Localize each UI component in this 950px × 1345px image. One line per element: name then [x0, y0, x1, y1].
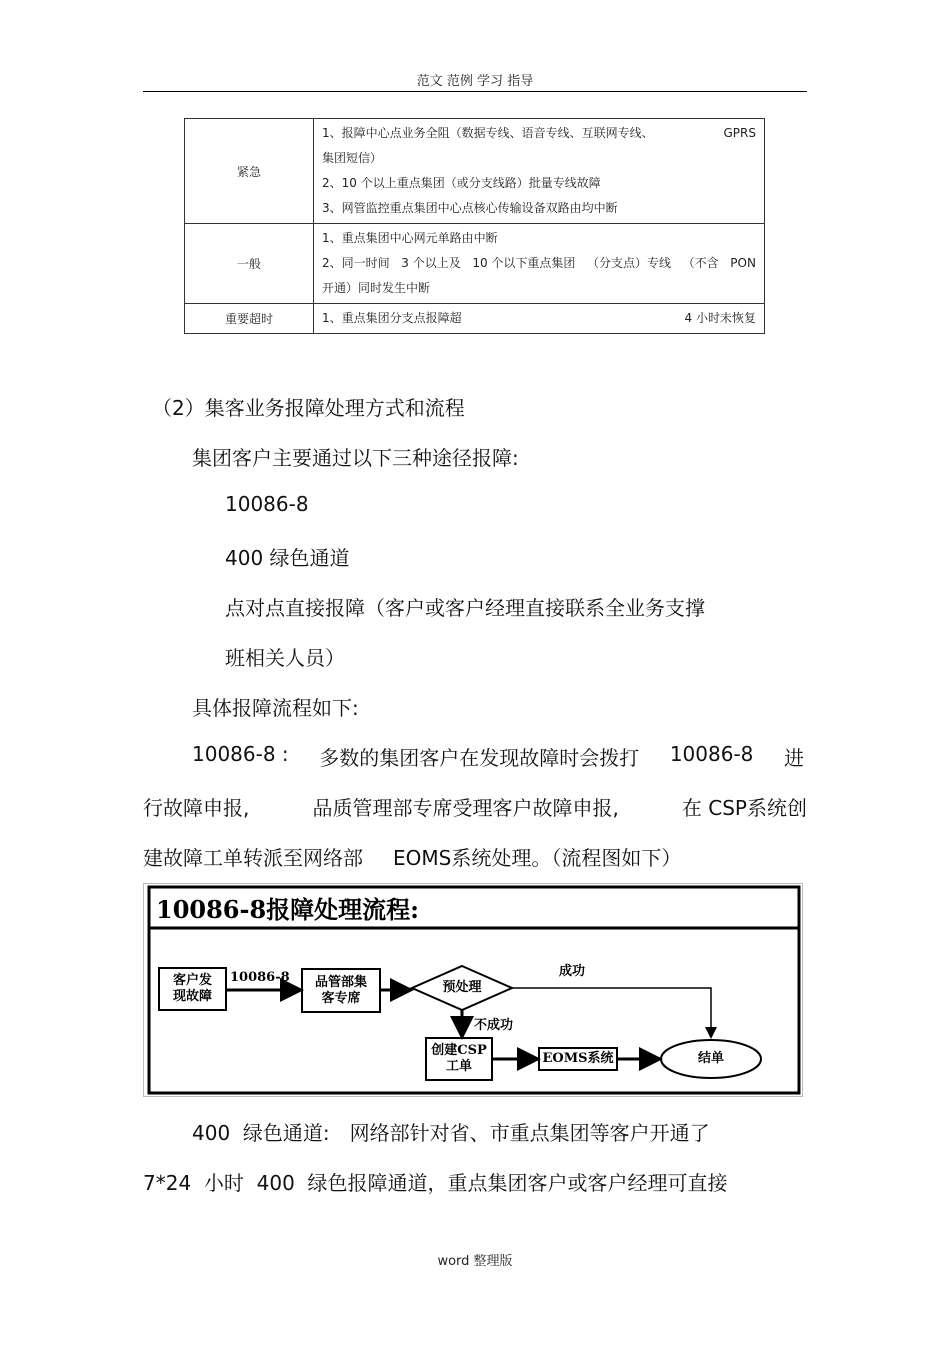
edge-label-call: 10086-8 [230, 970, 290, 985]
flow-intro: 具体报障流程如下: [192, 696, 359, 720]
fault-level-table [184, 118, 765, 334]
para1-line [192, 742, 804, 771]
description-line [322, 306, 756, 331]
text-span: 品质管理部专席受理客户故障申报, [312, 796, 619, 820]
description-line [322, 276, 756, 301]
text-span: PON [730, 256, 756, 270]
description-line [322, 146, 756, 171]
header-divider [143, 91, 807, 92]
text-span: 4 小时未恢复 [684, 311, 756, 325]
description-line [322, 121, 756, 146]
text-span: 3 个以上及 [401, 256, 461, 270]
flowchart-figure [143, 883, 803, 1097]
text-span: （不含 [682, 256, 719, 270]
node-preprocess: 预处理 [442, 980, 482, 995]
table-row [185, 304, 765, 334]
text-span: 10086-8 [669, 742, 754, 766]
text-span: EOMS系统处理。（流程图如下） [393, 846, 682, 870]
table-row [185, 224, 765, 304]
page-header: 范文 范例 学习 指导 [416, 74, 534, 89]
text-span: 10 个以下重点集团 [472, 256, 576, 270]
para2-line [143, 1167, 728, 1196]
text-span: 建故障工单转派至网络部 [143, 846, 363, 870]
text-span: 多数的集团客户在发现故障时会拨打 [319, 746, 640, 770]
page-footer: word 整理版 [437, 1254, 513, 1269]
text-span: 进 [783, 746, 804, 770]
intro-text: 集团客户主要通过以下三种途径报障: [192, 446, 519, 470]
text-span: GPRS [723, 126, 756, 140]
text-span: 在 CSP系统创 [681, 796, 807, 820]
node-csp: 创建CSP 工单 [431, 1043, 487, 1074]
text-span: 行故障申报, [143, 796, 250, 820]
node-eoms: EOMS系统 [542, 1051, 614, 1066]
text-span: 400 [192, 1121, 231, 1145]
channel-item: 400 绿色通道 [225, 546, 350, 570]
text-span: 1、报障中心点业务全阻（数据专线、语音专线、互联网专线、 [322, 126, 654, 140]
text-span: 绿色报障通道，重点集团客户或客户经理可直接 [307, 1171, 728, 1195]
edge-arrow [512, 988, 711, 1036]
text-span: 集团短信） [322, 151, 383, 165]
text-span: 开通）同时发生中断 [322, 281, 431, 295]
fault-description-cell [314, 304, 765, 334]
text-span: 1、重点集团中心网元单路由中断 [322, 231, 498, 245]
para1-line [143, 792, 807, 821]
channel-item-cont: 班相关人员） [225, 646, 345, 670]
edge-label-success: 成功 [559, 964, 586, 979]
description-line [322, 251, 756, 276]
fault-description-cell [314, 224, 765, 304]
fault-level-cell: 一般 [185, 224, 314, 304]
node-customer: 客户发 现故障 [172, 973, 212, 1004]
description-line [322, 171, 756, 196]
text-span: 绿色通道: [242, 1121, 330, 1145]
edge-label-fail: 不成功 [474, 1018, 514, 1033]
channel-item: 点对点直接报障（客户或客户经理直接联系全业务支撑 [225, 596, 705, 620]
node-end: 结单 [697, 1051, 724, 1066]
text-span: 2、同一时间 [322, 256, 390, 270]
fault-description-cell [314, 119, 765, 224]
description-line [322, 226, 756, 251]
text-span: 400 [256, 1171, 295, 1195]
flowchart-title: 10086-8报障处理流程: [156, 895, 420, 924]
text-span: 1、重点集团分支点报障超 [322, 311, 462, 325]
text-span: （分支点）专线 [587, 256, 672, 270]
node-desk: 品管部集 客专席 [314, 974, 367, 1006]
table-row [185, 119, 765, 224]
text-span: 3、网管监控重点集团中心点核心传输设备双路由均中断 [322, 201, 618, 215]
text-span: 7*24 [143, 1171, 192, 1195]
description-line [322, 196, 756, 221]
fault-level-cell: 紧急 [185, 119, 314, 224]
section-title: （2）集客业务报障处理方式和流程 [152, 396, 465, 420]
text-span: 网络部针对省、市重点集团等客户开通了 [349, 1121, 710, 1145]
para2-line [192, 1117, 710, 1146]
fault-level-cell: 重要超时 [185, 304, 314, 334]
text-span: 2、10 个以上重点集团（或分支线路）批量专线故障 [322, 176, 601, 190]
channel-item: 10086-8 [225, 492, 309, 516]
para1-line [143, 842, 681, 871]
text-span: 小时 [203, 1171, 244, 1195]
text-span: 10086-8 : [192, 742, 289, 766]
